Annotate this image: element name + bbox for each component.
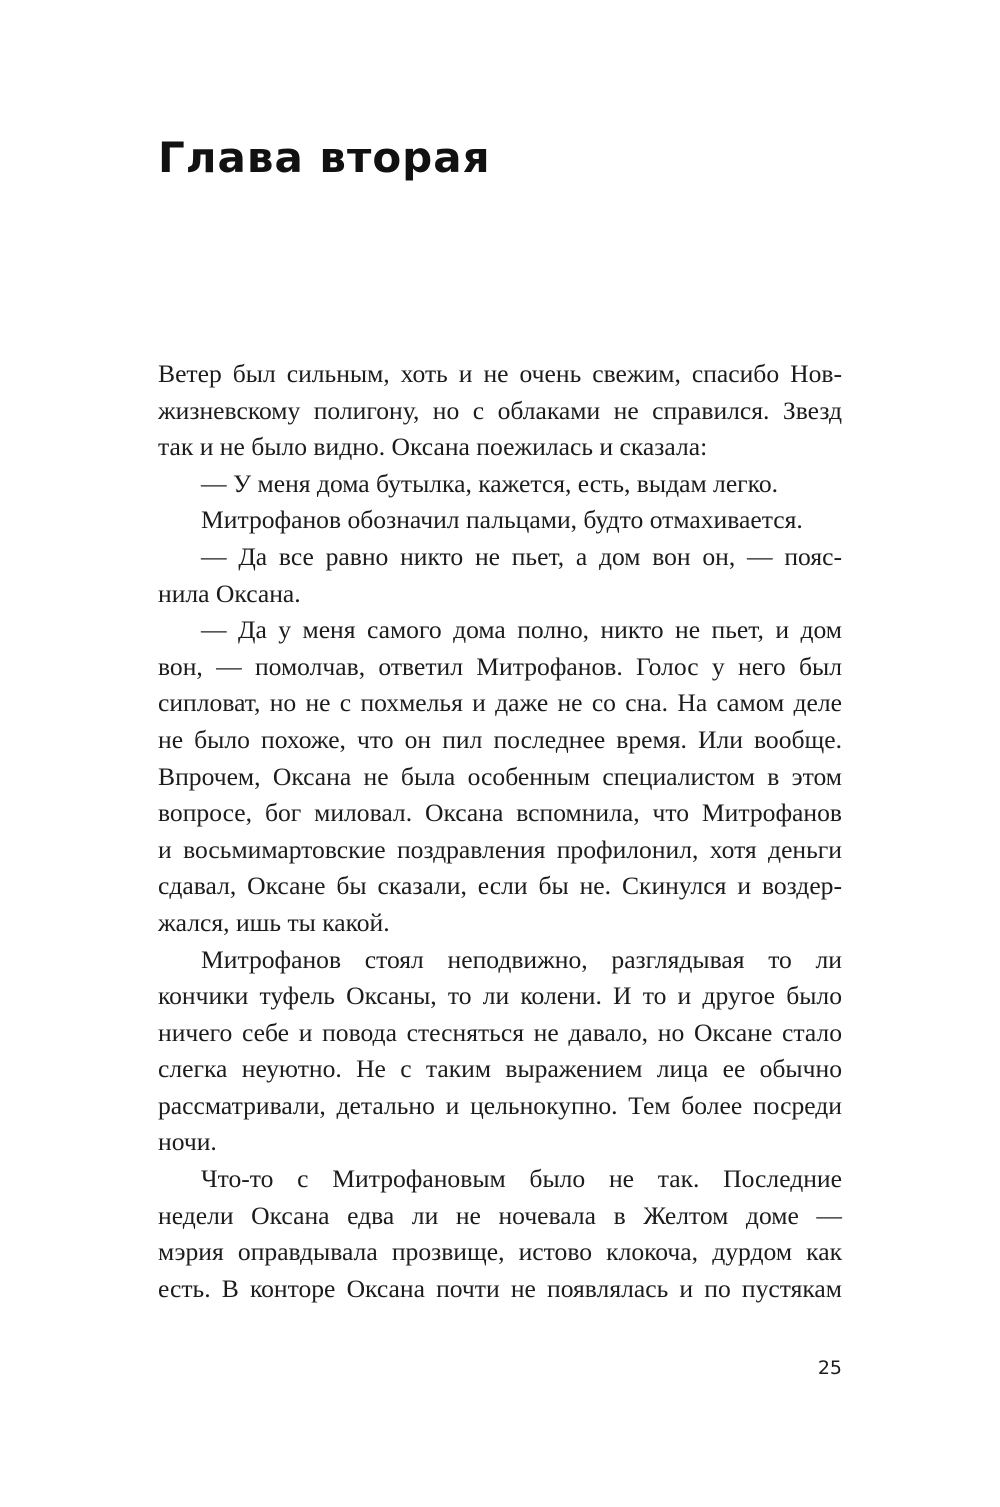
body-text xyxy=(158,356,842,1307)
text-line: рассматривали, детально и цельнокупно. Тем более посреди xyxy=(158,1090,842,1120)
text-line: Что-то с Митрофановым было не так. Последние xyxy=(201,1164,842,1194)
text-line: ночи. xyxy=(158,1127,217,1157)
text-line: — Да у меня самого дома полно, никто не пьет, и дом xyxy=(201,615,842,645)
text-line: мэрия оправдывала прозвище, истово клокоча, дурдом как xyxy=(158,1237,842,1267)
text-line: недели Оксана едва ли не ночевала в Желтом доме — xyxy=(158,1200,842,1230)
text-line: Впрочем, Оксана не была особенным специалистом в этом xyxy=(158,761,842,791)
text-line: жизневскому полигону, но с облаками не справился. Звезд xyxy=(158,395,842,425)
text-line: жался, ишь ты какой. xyxy=(158,907,390,937)
text-line: ничего себе и повода стесняться не давало, но Оксане стало xyxy=(158,1017,842,1047)
text-line: Ветер был сильным, хоть и не очень свежим, спасибо Нов- xyxy=(158,359,842,388)
text-line: не было похоже, что он пил последнее время. Или вообще. xyxy=(158,724,842,754)
page-number: 25 xyxy=(817,1357,842,1379)
text-line: кончики туфель Оксаны, то ли колени. И то и другое было xyxy=(158,981,842,1011)
text-line: сдавал, Оксане бы сказали, если бы не. Скинулся и воздер- xyxy=(158,871,842,901)
text-line: вон, — помолчав, ответил Митрофанов. Голос у него был xyxy=(158,651,842,681)
chapter-title: Глава вторая xyxy=(158,133,491,182)
text-line: так и не было видно. Оксана поежилась и сказала: xyxy=(158,432,708,462)
text-line: Митрофанов стоял неподвижно, разглядывая то ли xyxy=(201,944,842,974)
text-line: вопросе, бог миловал. Оксана вспомнила, что Митрофанов xyxy=(158,798,842,828)
text-line: слегка неуютно. Не с таким выражением лица ее обычно xyxy=(158,1054,842,1084)
text-line: и восьмимартовские поздравления профилонил, хотя деньги xyxy=(158,834,842,864)
text-line: есть. В конторе Оксана почти не появлялась и по пустякам xyxy=(158,1273,842,1303)
text-line: — У меня дома бутылка, кажется, есть, выдам легко. xyxy=(201,468,779,498)
text-line: нила Оксана. xyxy=(158,578,301,608)
text-line: — Да все равно никто не пьет, а дом вон он, — пояс- xyxy=(201,541,842,571)
text-line: сипловат, но не с похмелья и даже не со сна. На самом деле xyxy=(158,688,842,718)
text-line: Митрофанов обозначил пальцами, будто отмахивается. xyxy=(201,505,803,535)
